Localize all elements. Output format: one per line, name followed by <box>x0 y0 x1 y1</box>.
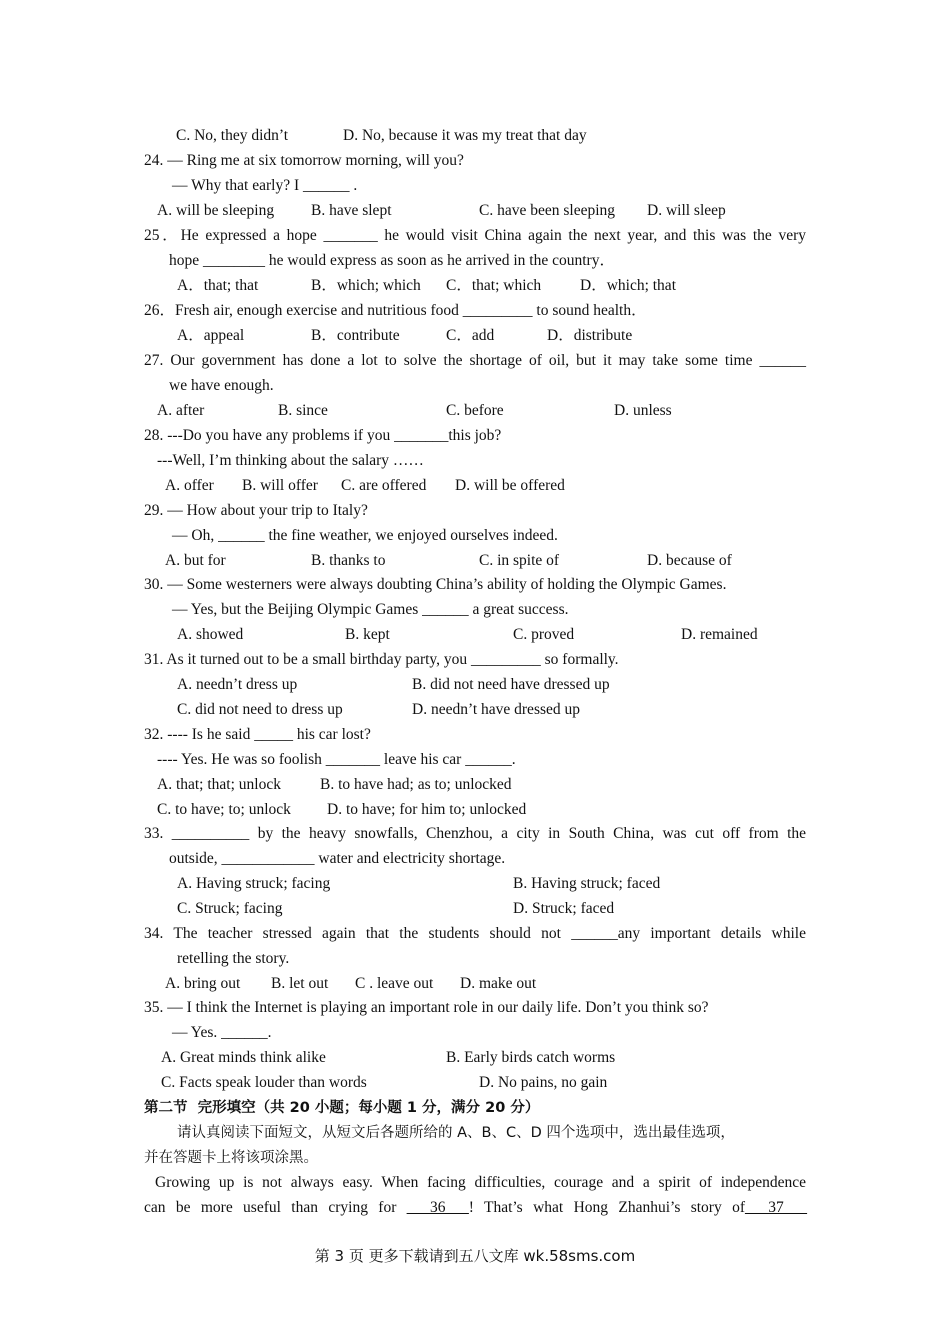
blank-36: ___36___ <box>406 1199 469 1216</box>
text-line: D．distribute <box>547 327 633 344</box>
text-line: A. but for <box>165 552 226 569</box>
section-heading: 第二节 完形填空（共 20 小题；每小题 1 分，满分 20 分） <box>144 1100 540 1116</box>
text-line: 请认真阅读下面短文，从短文后各题所给的 A、B、C、D 四个选项中，选出最佳选项， <box>177 1125 735 1141</box>
text-line: D．which; that <box>580 277 676 294</box>
text-line: A. will be sleeping <box>157 202 275 219</box>
text-line: B. kept <box>345 626 390 643</box>
text-line: A．that; that <box>177 277 259 294</box>
text-line: 并在答题卡上将该项涂黑。 <box>144 1150 318 1166</box>
text-line: 25．He expressed a hope _______ he would visit China again the next year, and this was the very <box>144 227 806 244</box>
text-line: — Yes. ______. <box>172 1024 272 1041</box>
text-line: D. No pains, no gain <box>479 1074 608 1091</box>
text-line: C . leave out <box>355 975 434 992</box>
text-line: D. make out <box>460 975 537 992</box>
text-line-final <box>144 1198 807 1218</box>
text-line: D. will be offered <box>455 477 565 494</box>
text-line: A. after <box>157 402 205 419</box>
last-line-middle: ! That’s what Hong Zhanhui’s story of <box>468 1199 745 1216</box>
text-line: C. in spite of <box>479 552 560 569</box>
text-line: outside, ____________ water and electricity shortage. <box>169 850 506 867</box>
text-line: D. No, because it was my treat that day <box>343 127 587 144</box>
text-line: 30. — Some westerners were always doubting China’s ability of holding the Olympic Games. <box>144 576 727 593</box>
text-line: C. have been sleeping <box>479 202 616 219</box>
text-line: D. remained <box>681 626 758 643</box>
text-line: B. have slept <box>311 202 392 219</box>
page-footer: 第 3 页 更多下载请到五八文库 wk.58sms.com <box>314 1247 636 1265</box>
text-line: retelling the story. <box>177 950 290 967</box>
text-line: C. to have; to; unlock <box>157 801 291 818</box>
text-line: 35. — I think the Internet is playing an important role in our daily life. Don’t you think so? <box>144 999 709 1016</box>
text-line: 24. — Ring me at six tomorrow morning, will you? <box>144 152 464 169</box>
text-line: A. that; that; unlock <box>157 776 281 793</box>
text-line: B. did not need have dressed up <box>412 676 610 693</box>
text-line: — Oh, ______ the fine weather, we enjoyed ourselves indeed. <box>172 527 558 544</box>
text-line: C. Struck; facing <box>177 900 283 917</box>
text-line: 34. The teacher stressed again that the students should not ______any important details while <box>144 925 806 942</box>
text-line: C. proved <box>513 626 575 643</box>
text-line: B. let out <box>271 975 329 992</box>
text-line: ---- Yes. He was so foolish _______ leave his car ______. <box>157 751 516 768</box>
text-line: we have enough. <box>169 377 274 394</box>
text-line: 29. — How about your trip to Italy? <box>144 502 368 519</box>
text-line: Growing up is not always easy. When facing difficulties, courage and a spirit of independence <box>155 1174 806 1191</box>
text-line: 33. __________ by the heavy snowfalls, Chenzhou, a city in South China, was cut off from the <box>144 825 806 842</box>
text-line: ---Well, I’m thinking about the salary …… <box>157 452 424 469</box>
text-line: C. Facts speak louder than words <box>161 1074 367 1091</box>
text-line: C．add <box>446 327 495 344</box>
text-line: C．that; which <box>446 277 542 294</box>
text-line: A. needn’t dress up <box>177 676 298 693</box>
text-line: D. to have; for him to; unlocked <box>327 801 527 818</box>
text-line: A. Having struck; facing <box>177 875 331 892</box>
text-line: B. Early birds catch worms <box>446 1049 616 1066</box>
text-line: 26．Fresh air, enough exercise and nutritious food _________ to sound health． <box>144 302 647 319</box>
text-line: B. since <box>278 402 328 419</box>
text-line: 27. Our government has done a lot to solve the shortage of oil, but it may take some time ______ <box>144 352 806 369</box>
text-line: 28. ---Do you have any problems if you _______this job? <box>144 427 502 444</box>
text-line: D. needn’t have dressed up <box>412 701 581 718</box>
text-line: B. thanks to <box>311 552 386 569</box>
text-line: 32. ---- Is he said _____ his car lost? <box>144 726 371 743</box>
text-line: C. No, they didn’t <box>176 127 289 144</box>
text-line: C. are offered <box>341 477 427 494</box>
last-line-before: can be more useful than crying for <box>144 1199 407 1216</box>
text-line: D. Struck; faced <box>513 900 615 917</box>
text-line: A. offer <box>165 477 214 494</box>
text-line: A. Great minds think alike <box>161 1049 326 1066</box>
blank-37: ___37___ <box>745 1199 807 1216</box>
text-line: 31. As it turned out to be a small birthday party, you _________ so formally. <box>144 651 619 668</box>
text-line: D. because of <box>647 552 732 569</box>
text-line: B. will offer <box>242 477 318 494</box>
text-line: B. to have had; as to; unlocked <box>320 776 512 793</box>
text-line: B．contribute <box>311 327 400 344</box>
text-line: C. before <box>446 402 504 419</box>
text-line: D. will sleep <box>647 202 726 219</box>
text-line: A. bring out <box>165 975 241 992</box>
text-line: B. Having struck; faced <box>513 875 661 892</box>
text-line: A．appeal <box>177 327 245 344</box>
text-line: C. did not need to dress up <box>177 701 343 718</box>
text-line: A. showed <box>177 626 244 643</box>
text-line: hope ________ he would express as soon as he arrived in the country． <box>169 252 615 269</box>
text-line: B．which; which <box>311 277 421 294</box>
text-line: D. unless <box>614 402 672 419</box>
text-line: — Why that early? I ______ . <box>172 177 358 194</box>
text-line: — Yes, but the Beijing Olympic Games ______ a great success. <box>172 601 569 618</box>
